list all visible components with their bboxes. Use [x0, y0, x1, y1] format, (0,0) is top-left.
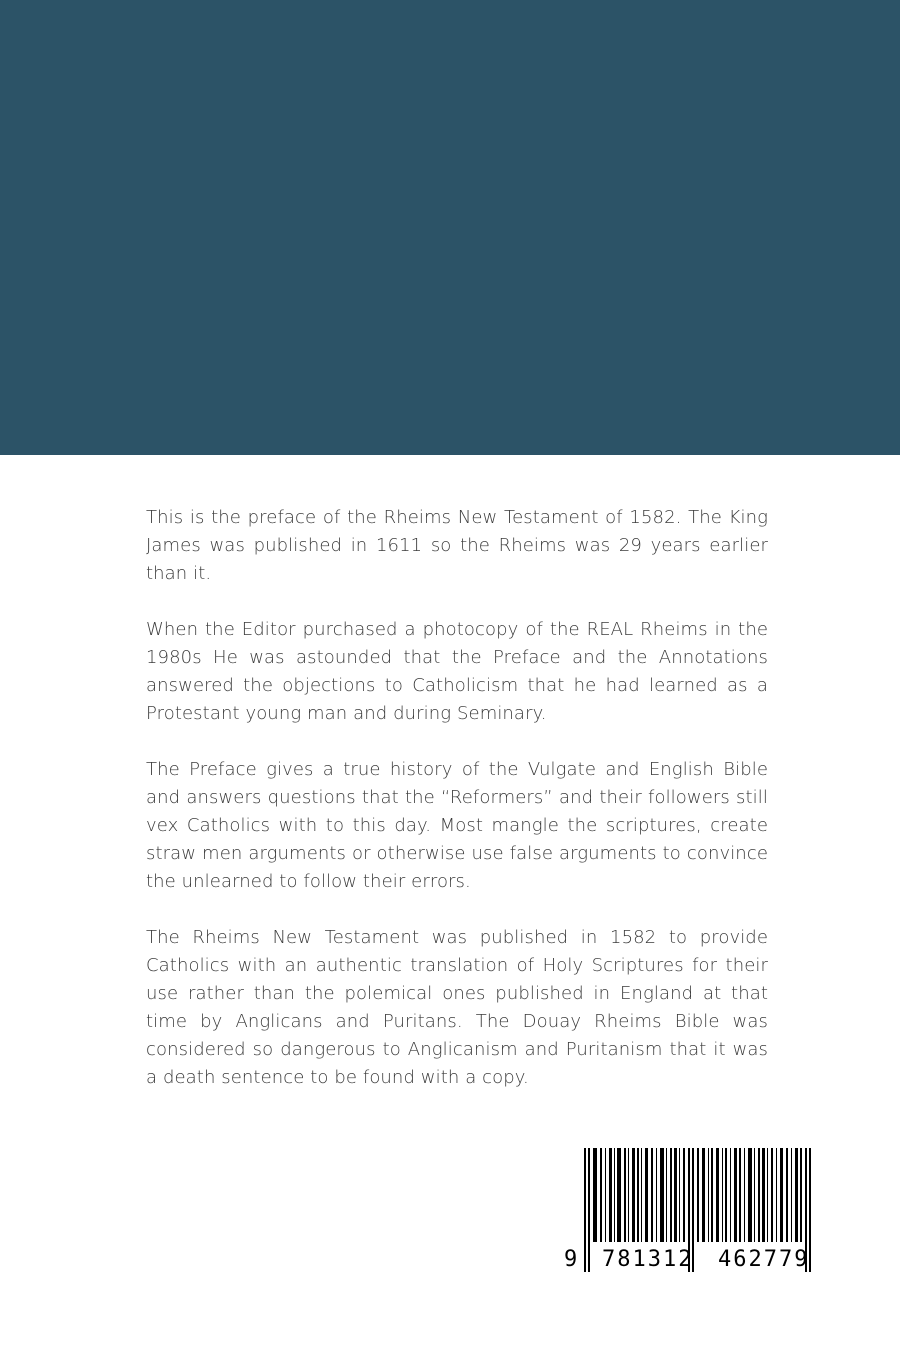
- barcode-bar: [641, 1148, 642, 1242]
- barcode-bar: [697, 1148, 699, 1242]
- barcode-bar: [617, 1148, 621, 1242]
- barcode-graphic: [562, 1148, 822, 1274]
- barcode-bar: [666, 1148, 667, 1242]
- barcode-bar: [762, 1148, 765, 1242]
- barcode-bar: [593, 1148, 597, 1242]
- barcode-bar: [776, 1148, 777, 1242]
- barcode-bar: [683, 1148, 685, 1242]
- page-edge-strip: [900, 0, 907, 1360]
- barcode-bar: [660, 1148, 664, 1242]
- barcode-bar: [780, 1148, 783, 1242]
- barcode-bar: [708, 1148, 709, 1242]
- barcode-bar: [730, 1148, 731, 1242]
- barcode-bar: [656, 1148, 657, 1242]
- barcode-bar: [670, 1148, 672, 1242]
- barcode-right-group: 462779: [718, 1247, 810, 1272]
- barcode-bar: [614, 1148, 615, 1242]
- barcode-bar: [702, 1148, 705, 1242]
- barcode-bar: [758, 1148, 760, 1242]
- barcode-bar: [739, 1148, 741, 1242]
- barcode-bar: [624, 1148, 626, 1242]
- barcode-bar: [584, 1148, 586, 1272]
- barcode-bar: [734, 1148, 737, 1242]
- paragraph-1: This is the preface of the Rheims New Testament of 1582. The King James was published in 1611 so the Rheims was 29 years earlier than it.: [146, 507, 768, 584]
- barcode-bar: [771, 1148, 773, 1242]
- barcode-prefix: 9: [564, 1247, 578, 1272]
- barcode-bar: [725, 1148, 727, 1242]
- barcode-bar: [645, 1148, 648, 1242]
- barcode-left-group: 781312: [602, 1247, 694, 1272]
- barcode-bar: [795, 1148, 798, 1242]
- barcode-bar: [722, 1148, 723, 1242]
- barcode-bar: [711, 1148, 713, 1242]
- barcode-bar: [674, 1148, 677, 1242]
- isbn-barcode: [562, 1148, 822, 1274]
- barcode-bar: [632, 1148, 635, 1242]
- barcode-bar: [800, 1148, 802, 1242]
- barcode-bar: [679, 1148, 680, 1242]
- barcode-bar: [588, 1148, 590, 1272]
- barcode-bar: [748, 1148, 752, 1242]
- barcode-bar: [651, 1148, 653, 1242]
- barcode-bar: [628, 1148, 629, 1242]
- paragraph-3: The Preface gives a true history of the Vulgate and English Bible and answers questions that the “Reformers” and their followers still vex Catholics with to this day. Most mangle the scriptures, create straw men arguments or otherwise use false arguments to convince the unlearned to follow their errors.: [146, 759, 768, 892]
- barcode-bar: [786, 1148, 788, 1242]
- cover-top-band: [0, 0, 900, 455]
- paragraph-2: When the Editor purchased a photocopy of the REAL Rheims in the 1980s He was astounded that the Preface and the Annotations answered the objections to Catholicism that he had learned as a Protestant young man and during Seminary.: [146, 619, 768, 724]
- barcode-bar: [767, 1148, 768, 1242]
- barcode-bar: [754, 1148, 755, 1242]
- barcode-bar: [637, 1148, 639, 1242]
- back-cover-description: [146, 504, 768, 1120]
- barcode-bar: [609, 1148, 612, 1242]
- barcode-bar: [744, 1148, 745, 1242]
- paragraph-4: The Rheims New Testament was published in 1582 to provide Catholics with an authentic translation of Holy Scriptures for their use rather than the polemical ones published in England at that time by Anglicans and Puritans. The Douay Rheims Bible was considered so dangerous to Anglicanism and Puritanism that it was a death sentence to be found with a copy.: [146, 927, 768, 1088]
- barcode-bar: [600, 1148, 602, 1242]
- barcode-bar: [605, 1148, 606, 1242]
- barcode-bar: [791, 1148, 792, 1242]
- barcode-bar: [716, 1148, 719, 1242]
